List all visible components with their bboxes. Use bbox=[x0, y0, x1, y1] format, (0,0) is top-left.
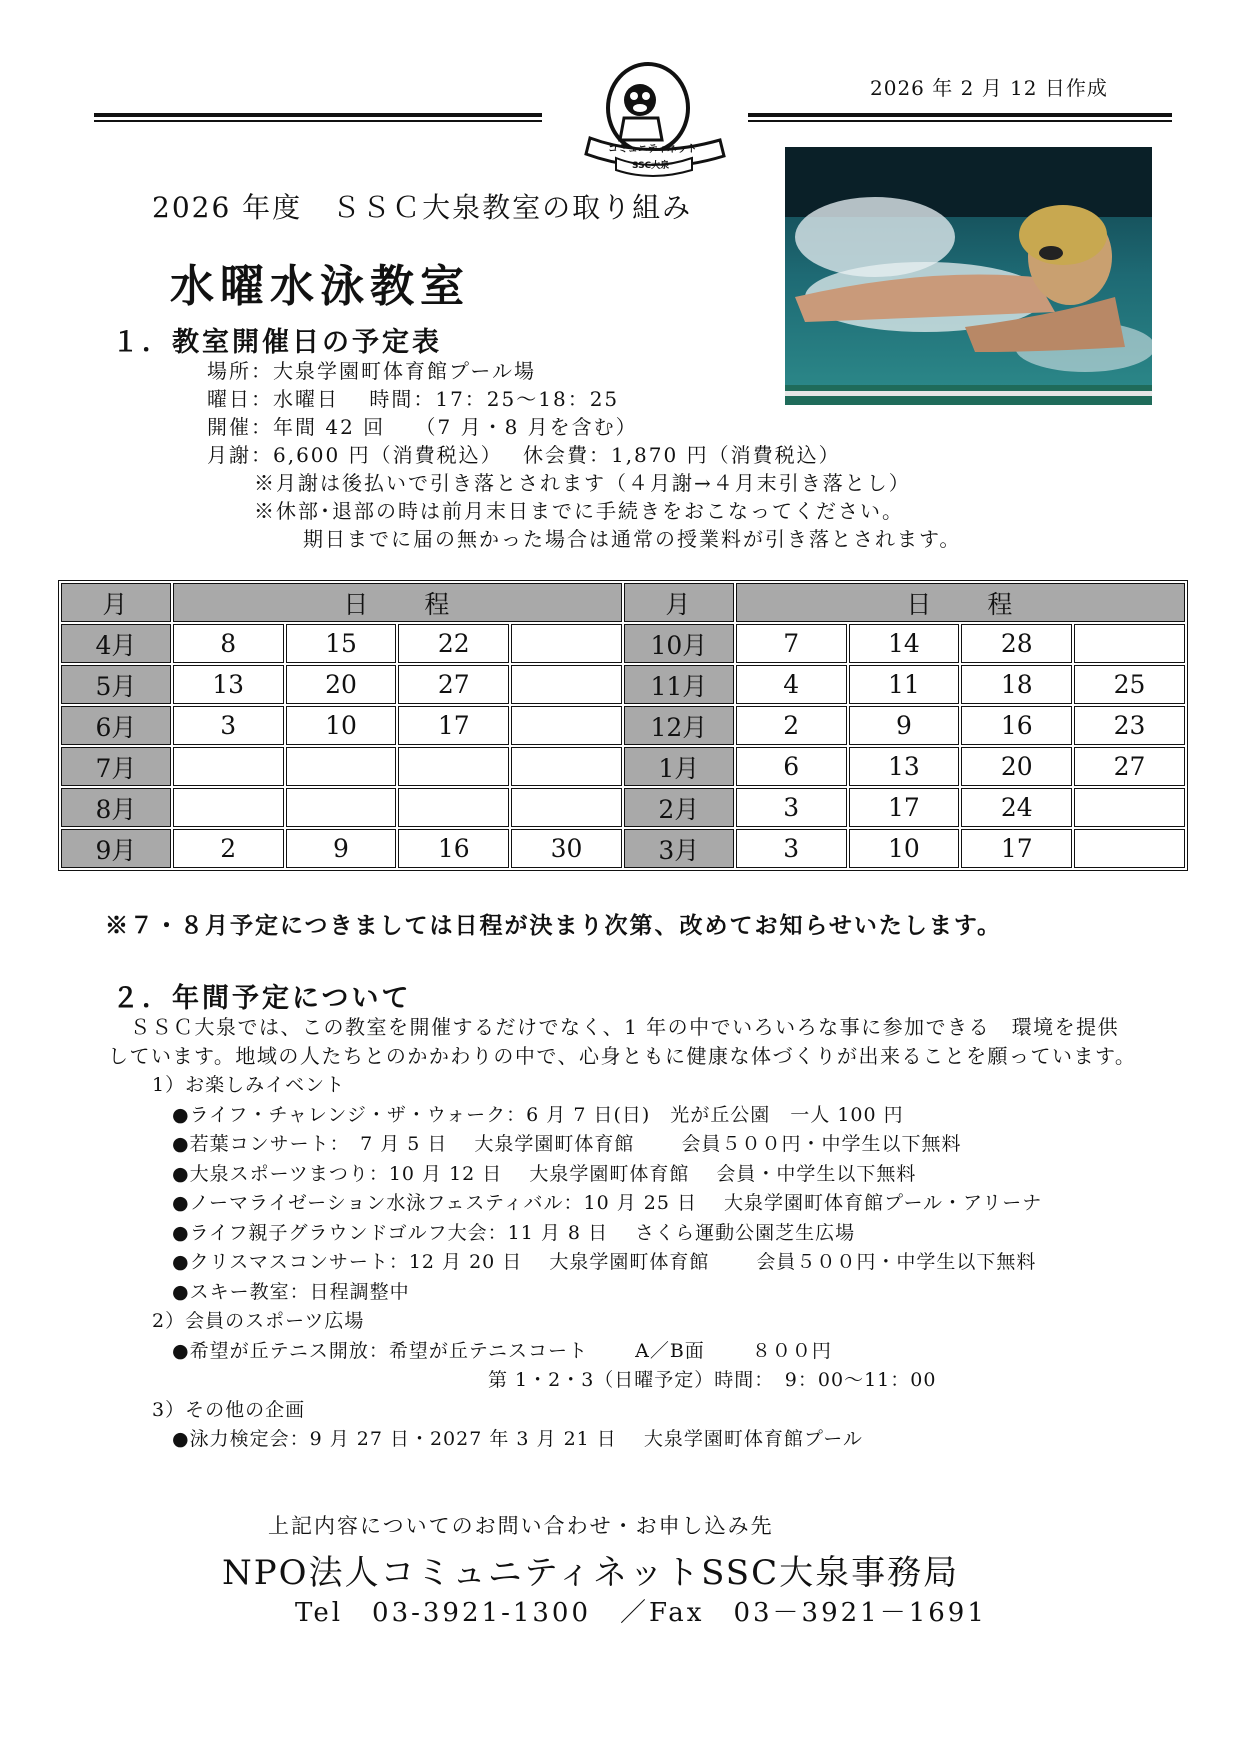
contact-lead: 上記内容についてのお問い合わせ・お申し込み先 bbox=[268, 1514, 774, 1538]
day-cell: 27 bbox=[1074, 747, 1185, 786]
schedule-table bbox=[58, 580, 1188, 871]
month-cell: 5月 bbox=[61, 665, 171, 704]
day-cell: 14 bbox=[849, 624, 960, 663]
month-cell: 12月 bbox=[624, 706, 734, 745]
day-cell bbox=[1074, 829, 1185, 868]
table-row bbox=[61, 624, 1185, 663]
list-item: ●クリスマスコンサート：12 月 20 日 大泉学園町体育館 会員５００円・中学生以下無料 bbox=[172, 1251, 1037, 1273]
info-sessions: 開催：年間 42 回 （7 月・8 月を含む） bbox=[207, 415, 638, 439]
logo-text: コミュニティネット bbox=[608, 144, 697, 155]
organization-name: NPO法人コミュニティネットSSC大泉事務局 bbox=[222, 1553, 960, 1593]
table-row bbox=[61, 788, 1185, 827]
month-cell: 11月 bbox=[624, 665, 734, 704]
list-item: ●スキー教室：日程調整中 bbox=[172, 1280, 410, 1303]
day-cell: 17 bbox=[849, 788, 960, 827]
day-cell: 25 bbox=[1074, 665, 1185, 704]
day-cell: 13 bbox=[173, 665, 284, 704]
day-cell bbox=[173, 788, 284, 827]
list-item: ●希望が丘テニス開放：希望が丘テニスコート A／B面 ８００円 bbox=[172, 1339, 832, 1362]
day-cell: 10 bbox=[849, 829, 960, 868]
organization-logo bbox=[580, 60, 730, 180]
day-cell bbox=[286, 747, 397, 786]
month-cell: 4月 bbox=[61, 624, 171, 663]
header-rule-right bbox=[748, 113, 1172, 117]
page-title: 水曜水泳教室 bbox=[170, 261, 470, 312]
table-row bbox=[61, 706, 1185, 745]
group-label: 2）会員のスポーツ広場 bbox=[152, 1310, 365, 1332]
list-item: ●ライフ・チャレンジ・ザ・ウォーク：6 月 7 日(日) 光が丘公園 一人 100 円 bbox=[172, 1103, 904, 1126]
info-fee: 月謝：6,600 円（消費税込） 休会費：1,870 円（消費税込） bbox=[207, 443, 841, 467]
day-cell: 18 bbox=[961, 665, 1072, 704]
month-cell: 7月 bbox=[61, 747, 171, 786]
day-cell: 13 bbox=[849, 747, 960, 786]
group-label: 1）お楽しみイベント bbox=[152, 1074, 346, 1096]
day-cell bbox=[511, 624, 622, 663]
group-label: 3）その他の企画 bbox=[152, 1398, 306, 1421]
list-item: 第 1・2・3（日曜予定）時間： 9：00〜11：00 bbox=[488, 1369, 937, 1391]
table-row bbox=[61, 665, 1185, 704]
section2-heading: ２．年間予定について bbox=[112, 983, 412, 1014]
month-cell: 1月 bbox=[624, 747, 734, 786]
header-days-left: 日 程 bbox=[173, 583, 622, 622]
day-cell bbox=[511, 747, 622, 786]
section1-heading: １．教室開催日の予定表 bbox=[112, 327, 442, 358]
section2-intro bbox=[108, 1013, 1148, 1071]
day-cell: 28 bbox=[961, 624, 1072, 663]
day-cell: 20 bbox=[961, 747, 1072, 786]
day-cell: 30 bbox=[511, 829, 622, 868]
schedule-notice: ※７・８月予定につきましては日程が決まり次第、改めてお知らせいたします。 bbox=[105, 912, 1003, 939]
header-rule-right-thin bbox=[748, 120, 1172, 122]
day-cell: 7 bbox=[736, 624, 847, 663]
day-cell: 10 bbox=[286, 706, 397, 745]
day-cell: 3 bbox=[736, 829, 847, 868]
day-cell bbox=[1074, 624, 1185, 663]
day-cell: 9 bbox=[286, 829, 397, 868]
header-month-left: 月 bbox=[61, 583, 171, 622]
event-list bbox=[152, 1071, 1042, 1455]
day-cell: 4 bbox=[736, 665, 847, 704]
day-cell bbox=[173, 747, 284, 786]
info-note-withdraw: ※休部･退部の時は前月末日までに手続きをおこなってください。 bbox=[254, 499, 904, 523]
header-rule-left-thin bbox=[94, 120, 542, 122]
intro-line-1: ＳＳＣ大泉では、この教室を開催するだけでなく、1 年の中でいろいろな事に参加できる 環境を提供 bbox=[130, 1015, 1120, 1039]
day-cell: 2 bbox=[173, 829, 284, 868]
day-cell: 16 bbox=[961, 706, 1072, 745]
header-rule-left bbox=[94, 113, 542, 117]
month-cell: 10月 bbox=[624, 624, 734, 663]
info-note-deadline: 期日までに届の無かった場合は通常の授業料が引き落とされます。 bbox=[303, 527, 962, 551]
day-cell: 3 bbox=[736, 788, 847, 827]
info-location: 場所：大泉学園町体育館プール場 bbox=[207, 359, 536, 383]
day-cell: 15 bbox=[286, 624, 397, 663]
day-cell: 17 bbox=[961, 829, 1072, 868]
header-days-right: 日 程 bbox=[736, 583, 1185, 622]
day-cell: 8 bbox=[173, 624, 284, 663]
day-cell bbox=[1074, 788, 1185, 827]
list-item: ●大泉スポーツまつり：10 月 12 日 大泉学園町体育館 会員・中学生以下無料 bbox=[172, 1162, 917, 1185]
month-cell: 9月 bbox=[61, 829, 171, 868]
day-cell bbox=[511, 665, 622, 704]
month-cell: 8月 bbox=[61, 788, 171, 827]
day-cell bbox=[398, 788, 509, 827]
table-header-row bbox=[61, 583, 1185, 622]
swimmer-photo bbox=[785, 147, 1152, 405]
table-row bbox=[61, 747, 1185, 786]
day-cell: 23 bbox=[1074, 706, 1185, 745]
list-item: ●ノーマライゼーション水泳フェスティバル：10 月 25 日 大泉学園町体育館プール・アリーナ bbox=[172, 1192, 1043, 1214]
day-cell: 24 bbox=[961, 788, 1072, 827]
logo-subtext: SSC大泉 bbox=[632, 161, 670, 171]
day-cell bbox=[511, 706, 622, 745]
month-cell: 3月 bbox=[624, 829, 734, 868]
created-date: 2026 年 2 月 12 日作成 bbox=[870, 76, 1108, 100]
list-item: ●泳力検定会：9 月 27 日・2027 年 3 月 21 日 大泉学園町体育館プール bbox=[172, 1428, 863, 1450]
intro-line-2: しています。地域の人たちとのかかわりの中で、心身ともに健康な体づくりが出来ることを願っています。 bbox=[108, 1044, 1137, 1068]
day-cell: 22 bbox=[398, 624, 509, 663]
day-cell: 17 bbox=[398, 706, 509, 745]
day-cell: 3 bbox=[173, 706, 284, 745]
page-subtitle: 2026 年度 ＳＳＣ大泉教室の取り組み bbox=[152, 191, 693, 224]
table-row bbox=[61, 829, 1185, 868]
day-cell bbox=[511, 788, 622, 827]
day-cell: 27 bbox=[398, 665, 509, 704]
day-cell: 6 bbox=[736, 747, 847, 786]
day-cell: 11 bbox=[849, 665, 960, 704]
list-item: ●若葉コンサート： 7 月 5 日 大泉学園町体育館 会員５００円・中学生以下無料 bbox=[172, 1133, 962, 1155]
info-time: 曜日：水曜日 時間：17：25〜18：25 bbox=[207, 387, 620, 411]
day-cell bbox=[398, 747, 509, 786]
day-cell: 2 bbox=[736, 706, 847, 745]
contact-phone-fax: Tel 03-3921-1300 ／Fax 03－3921－1691 bbox=[295, 1598, 987, 1628]
day-cell bbox=[286, 788, 397, 827]
day-cell: 9 bbox=[849, 706, 960, 745]
header-month-right: 月 bbox=[624, 583, 734, 622]
info-note-payment: ※月謝は後払いで引き落とされます（４月謝→４月末引き落とし） bbox=[254, 471, 911, 495]
month-cell: 2月 bbox=[624, 788, 734, 827]
list-item: ●ライフ親子グラウンドゴルフ大会：11 月 8 日 さくら運動公園芝生広場 bbox=[172, 1221, 856, 1244]
day-cell: 20 bbox=[286, 665, 397, 704]
month-cell: 6月 bbox=[61, 706, 171, 745]
day-cell: 16 bbox=[398, 829, 509, 868]
